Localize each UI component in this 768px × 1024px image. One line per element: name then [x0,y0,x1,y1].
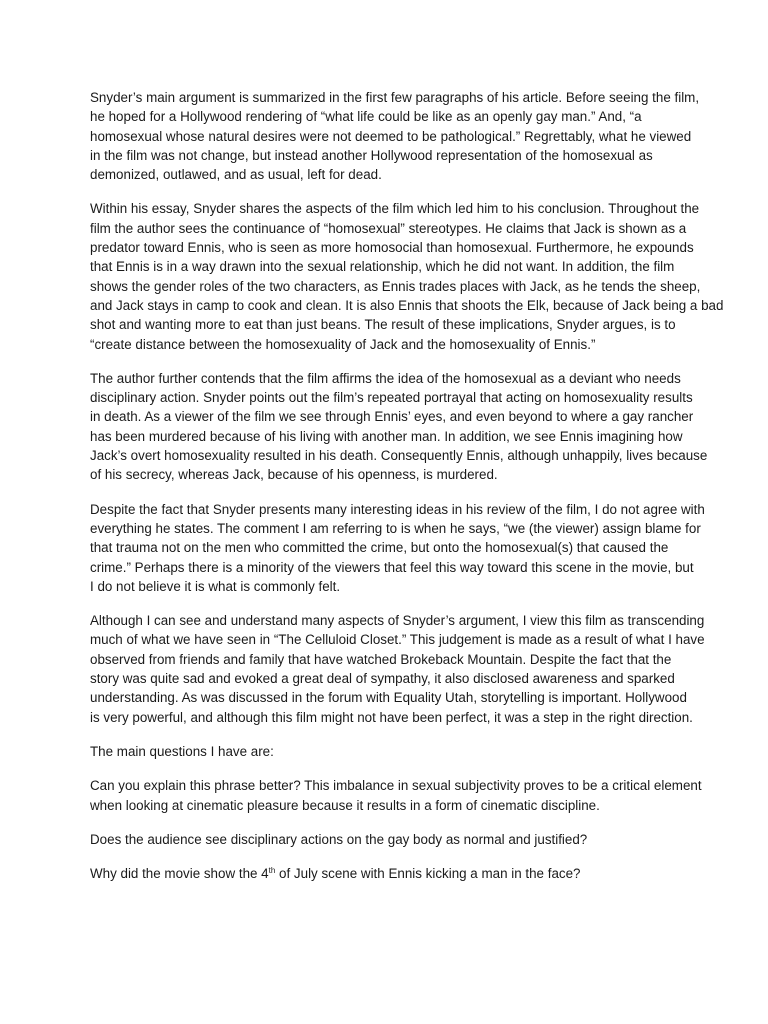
text-line: crime.” Perhaps there is a minority of the viewers that feel this way toward this scene in the movie, but [90,559,694,575]
text-line: in death. As a viewer of the film we see through Ennis’ eyes, and even beyond to where a gay rancher [90,409,694,425]
text-line: is very powerful, and although this film might not have been perfect, it was a step in the right direction. [90,709,693,725]
text-line: film the author sees the continuance of “homosexual” stereotypes. He claims that Jack is shown as a [90,220,687,236]
text-line: I do not believe it is what is commonly felt. [90,578,341,594]
text-line: when looking at cinematic pleasure because it results in a form of cinematic discipline. [90,797,600,813]
text-line: Does the audience see disciplinary actions on the gay body as normal and justified? [90,831,588,847]
paragraph-4 [90,500,705,596]
text-line: everything he states. The comment I am referring to is when he says, “we (the viewer) assign blame for [90,520,701,536]
text-line: that Ennis is in a way drawn into the sexual relationship, which he did not want. In addition, the film [90,259,675,275]
text-line: “create distance between the homosexuality of Jack and the homosexuality of Ennis.” [90,336,596,352]
text-line: Snyder’s main argument is summarized in the first few paragraphs of his article. Before seeing the film, [90,90,700,105]
text-line: story was quite sad and evoked a great deal of sympathy, it also disclosed awareness and sparked [90,671,675,687]
text-line: and Jack stays in camp to cook and clean. It is also Ennis that shoots the Elk, because of Jack being a bad [90,297,724,313]
question-3-text-start: Why did the movie show the 4 [90,866,269,882]
paragraph-questions-intro [90,742,690,761]
paragraph-5 [90,611,705,727]
text-line: observed from friends and family that have watched Brokeback Mountain. Despite the fact that the [90,651,672,667]
question-1 [90,776,702,815]
text-line: Although I can see and understand many aspects of Snyder’s argument, I view this film as transcending [90,613,705,629]
text-line: Jack’s overt homosexuality resulted in his death. Consequently Ennis, although unhappily, lives because [90,448,708,464]
text-line: predator toward Ennis, who is seen as more homosocial than homosexual. Furthermore, he expounds [90,240,694,256]
text-line: Within his essay, Snyder shares the aspects of the film which led him to his conclusion. Throughout the [90,201,700,217]
text-line: shows the gender roles of the two characters, as Ennis trades places with Jack, as he tends the sheep, [90,278,701,294]
text-line: Despite the fact that Snyder presents many interesting ideas in his review of the film, I do not agree with [90,501,705,517]
text-line: he hoped for a Hollywood rendering of “what life could be like as an openly gay man.” And, “a [90,109,642,125]
text-line: of his secrecy, whereas Jack, because of his openness, is murdered. [90,467,498,483]
question-3-text-end: of July scene with Ennis kicking a man in the face? [275,866,581,882]
paragraph-3 [90,369,708,485]
text-line: Can you explain this phrase better? This imbalance in sexual subjectivity proves to be a critical element [90,778,702,794]
question-3 [90,864,690,883]
text-line: in the film was not change, but instead another Hollywood representation of the homosexual as [90,147,653,163]
text-line: disciplinary action. Snyder points out the film’s repeated portrayal that acting on homosexuality results [90,390,693,406]
paragraph-1 [90,88,700,184]
text-line: The main questions I have are: [90,743,274,759]
text-line: homosexual whose natural desires were not deemed to be pathological.” Regrettably, what he viewed [90,128,692,144]
paragraph-2 [90,199,724,353]
text-line: much of what we have seen in “The Celluloid Closet.” This judgement is made as a result of what I have [90,632,705,648]
text-line [90,864,690,883]
text-line: shot and wanting more to eat than just beans. The result of these implications, Snyder argues, is to [90,317,676,333]
text-line: The author further contends that the film affirms the idea of the homosexual as a deviant who needs [90,370,681,386]
text-line: that trauma not on the men who committed the crime, but onto the homosexual(s) that caused the [90,540,669,556]
question-2 [90,830,690,849]
text-line: demonized, outlawed, and as usual, left for dead. [90,167,382,183]
document-page [90,88,724,898]
text-line: has been murdered because of his living with another man. In addition, we see Ennis imagining how [90,428,683,444]
text-line: understanding. As was discussed in the forum with Equality Utah, storytelling is important. Hollywood [90,690,687,706]
ordinal-superscript: th [268,866,276,876]
